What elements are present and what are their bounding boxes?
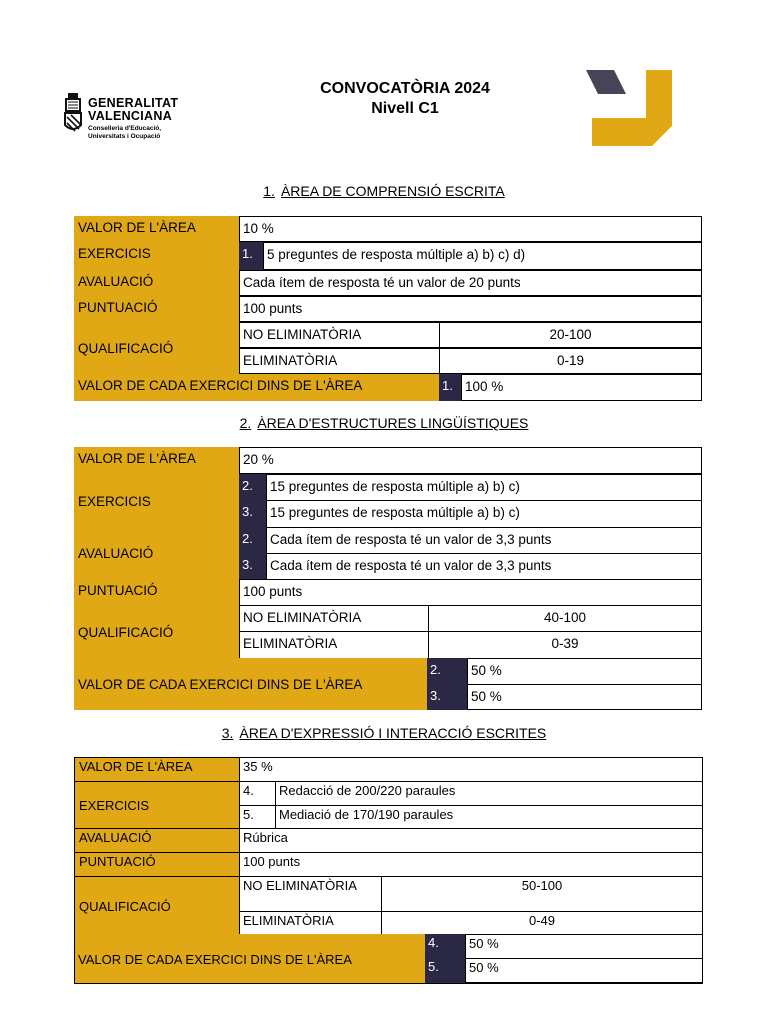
s1-valor-exercici-number: 1. (439, 374, 462, 401)
s3-qualificacio-label: QUALIFICACIÓ (74, 876, 240, 935)
s3-valor-label: VALOR DE L'ÀREA (74, 757, 240, 782)
s1-puntuacio-label: PUNTUACIÓ (74, 296, 240, 322)
s1-qualificacio-label: QUALIFICACIÓ (74, 322, 240, 374)
s1-valor-label: VALOR DE L'ÀREA (74, 216, 240, 242)
s2-qualificacio-label: QUALIFICACIÓ (74, 605, 240, 659)
s3-exercici-4-text: Redacció de 200/220 paraules (275, 781, 703, 806)
s1-avaluacio-value: Cada ítem de resposta té un valor de 20 punts (239, 270, 702, 296)
s2-valor-label: VALOR DE L'ÀREA (74, 447, 240, 474)
s2-exercici-3-number: 3. (239, 500, 267, 528)
page-title-block (230, 79, 580, 119)
s2-valor-exercici-3-number: 3. (427, 684, 468, 710)
s3-eliminatoria-label: ELIMINATÒRIA (239, 911, 382, 935)
s3-puntuacio-label: PUNTUACIÓ (74, 852, 240, 877)
s2-eliminatoria-range: 0-39 (428, 631, 702, 659)
s2-avaluacio-2-number: 2. (239, 527, 267, 554)
s2-avaluacio-label: AVALUACIÓ (74, 527, 240, 580)
s3-eliminatoria-range: 0-49 (381, 911, 703, 935)
s2-avaluacio-3-number: 3. (239, 553, 267, 580)
s2-no-eliminatoria-label: NO ELIMINATÒRIA (239, 605, 429, 632)
s3-valor-value: 35 % (239, 757, 703, 782)
s1-exercicis-label: EXERCICIS (74, 242, 240, 270)
s3-exercici-5-number: 5. (239, 805, 276, 829)
s2-exercici-2-number: 2. (239, 474, 267, 501)
section-3-title (0, 725, 768, 741)
section-2-number: 2. (239, 415, 252, 431)
section-1-number: 1. (263, 183, 275, 199)
s3-valor-exercici-5-number: 5. (425, 958, 466, 983)
coat-of-arms-icon (63, 93, 85, 139)
s1-valor-exercici-value: 100 % (461, 374, 702, 401)
s3-valor-exercici-4-value: 50 % (465, 934, 703, 959)
s1-puntuacio-value: 100 punts (239, 296, 702, 322)
section-1-heading: ÀREA DE COMPRENSIÓ ESCRITA (280, 183, 505, 199)
s1-valor-exercici-label: VALOR DE CADA EXERCICI DINS DE L'ÀREA (74, 374, 439, 401)
s3-valor-exercici-4-number: 4. (425, 934, 466, 959)
s2-valor-exercici-label: VALOR DE CADA EXERCICI DINS DE L'ÀREA (74, 658, 428, 710)
section-2-title (0, 415, 768, 431)
s2-exercici-3-text: 15 preguntes de resposta múltiple a) b) c) (266, 500, 702, 528)
c1-emblem-icon (586, 70, 672, 146)
s2-avaluacio-2-text: Cada ítem de resposta té un valor de 3,3 punts (266, 527, 702, 554)
s3-puntuacio-value: 100 punts (239, 852, 703, 877)
s2-puntuacio-label: PUNTUACIÓ (74, 579, 240, 606)
generalitat-logo (63, 91, 193, 147)
s3-no-eliminatoria-range: 50-100 (381, 876, 703, 912)
s1-eliminatoria-label: ELIMINATÒRIA (239, 348, 440, 374)
s1-eliminatoria-range: 0-19 (439, 348, 702, 374)
s1-exercici-number: 1. (239, 242, 264, 270)
page-title: CONVOCATÒRIA 2024 (320, 80, 490, 97)
logo-name-line-2: VALENCIANA (88, 109, 173, 123)
s2-valor-exercici-2-number: 2. (427, 658, 468, 685)
s3-no-eliminatoria-label: NO ELIMINATÒRIA (239, 876, 382, 912)
s1-no-eliminatoria-label: NO ELIMINATÒRIA (239, 322, 440, 348)
section-3-number: 3. (221, 725, 234, 741)
s2-exercici-2-text: 15 preguntes de resposta múltiple a) b) c) (266, 474, 702, 501)
logo-sub-line-1: Conselleria d'Educació, (88, 125, 162, 132)
s3-table-border (74, 757, 703, 984)
s3-avaluacio-label: AVALUACIÓ (74, 828, 240, 853)
s2-valor-value: 20 % (239, 447, 702, 474)
s2-no-eliminatoria-range: 40-100 (428, 605, 702, 632)
logo-sub-line-2: Universitats i Ocupació (88, 133, 161, 140)
page-subtitle: Nivell C1 (371, 100, 439, 117)
s3-avaluacio-value: Rúbrica (239, 828, 703, 853)
logo-name-line-1: GENERALITAT (88, 96, 179, 110)
s2-valor-exercici-2-value: 50 % (467, 658, 702, 685)
s2-puntuacio-value: 100 punts (239, 579, 702, 606)
s2-exercicis-label: EXERCICIS (74, 474, 240, 528)
s3-exercicis-label: EXERCICIS (74, 781, 240, 829)
s1-valor-value: 10 % (239, 216, 702, 242)
s3-valor-exercici-label: VALOR DE CADA EXERCICI DINS DE L'ÀREA (74, 934, 426, 983)
s1-exercici-text: 5 preguntes de resposta múltiple a) b) c) d) (263, 242, 702, 270)
s3-exercici-5-text: Mediació de 170/190 paraules (275, 805, 703, 829)
s3-exercici-4-number: 4. (239, 781, 276, 806)
section-3-heading: ÀREA D'EXPRESSIÓ I INTERACCIÓ ESCRITES (239, 725, 547, 741)
s2-eliminatoria-label: ELIMINATÒRIA (239, 631, 429, 659)
section-2-heading: ÀREA D'ESTRUCTURES LINGÜÍSTIQUES (257, 415, 529, 431)
s2-valor-exercici-3-value: 50 % (467, 684, 702, 710)
s3-valor-exercici-5-value: 50 % (465, 958, 703, 983)
s1-no-eliminatoria-range: 20-100 (439, 322, 702, 348)
s2-avaluacio-3-text: Cada ítem de resposta té un valor de 3,3 punts (266, 553, 702, 580)
section-1-title (0, 183, 768, 199)
s1-avaluacio-label: AVALUACIÓ (74, 270, 240, 296)
